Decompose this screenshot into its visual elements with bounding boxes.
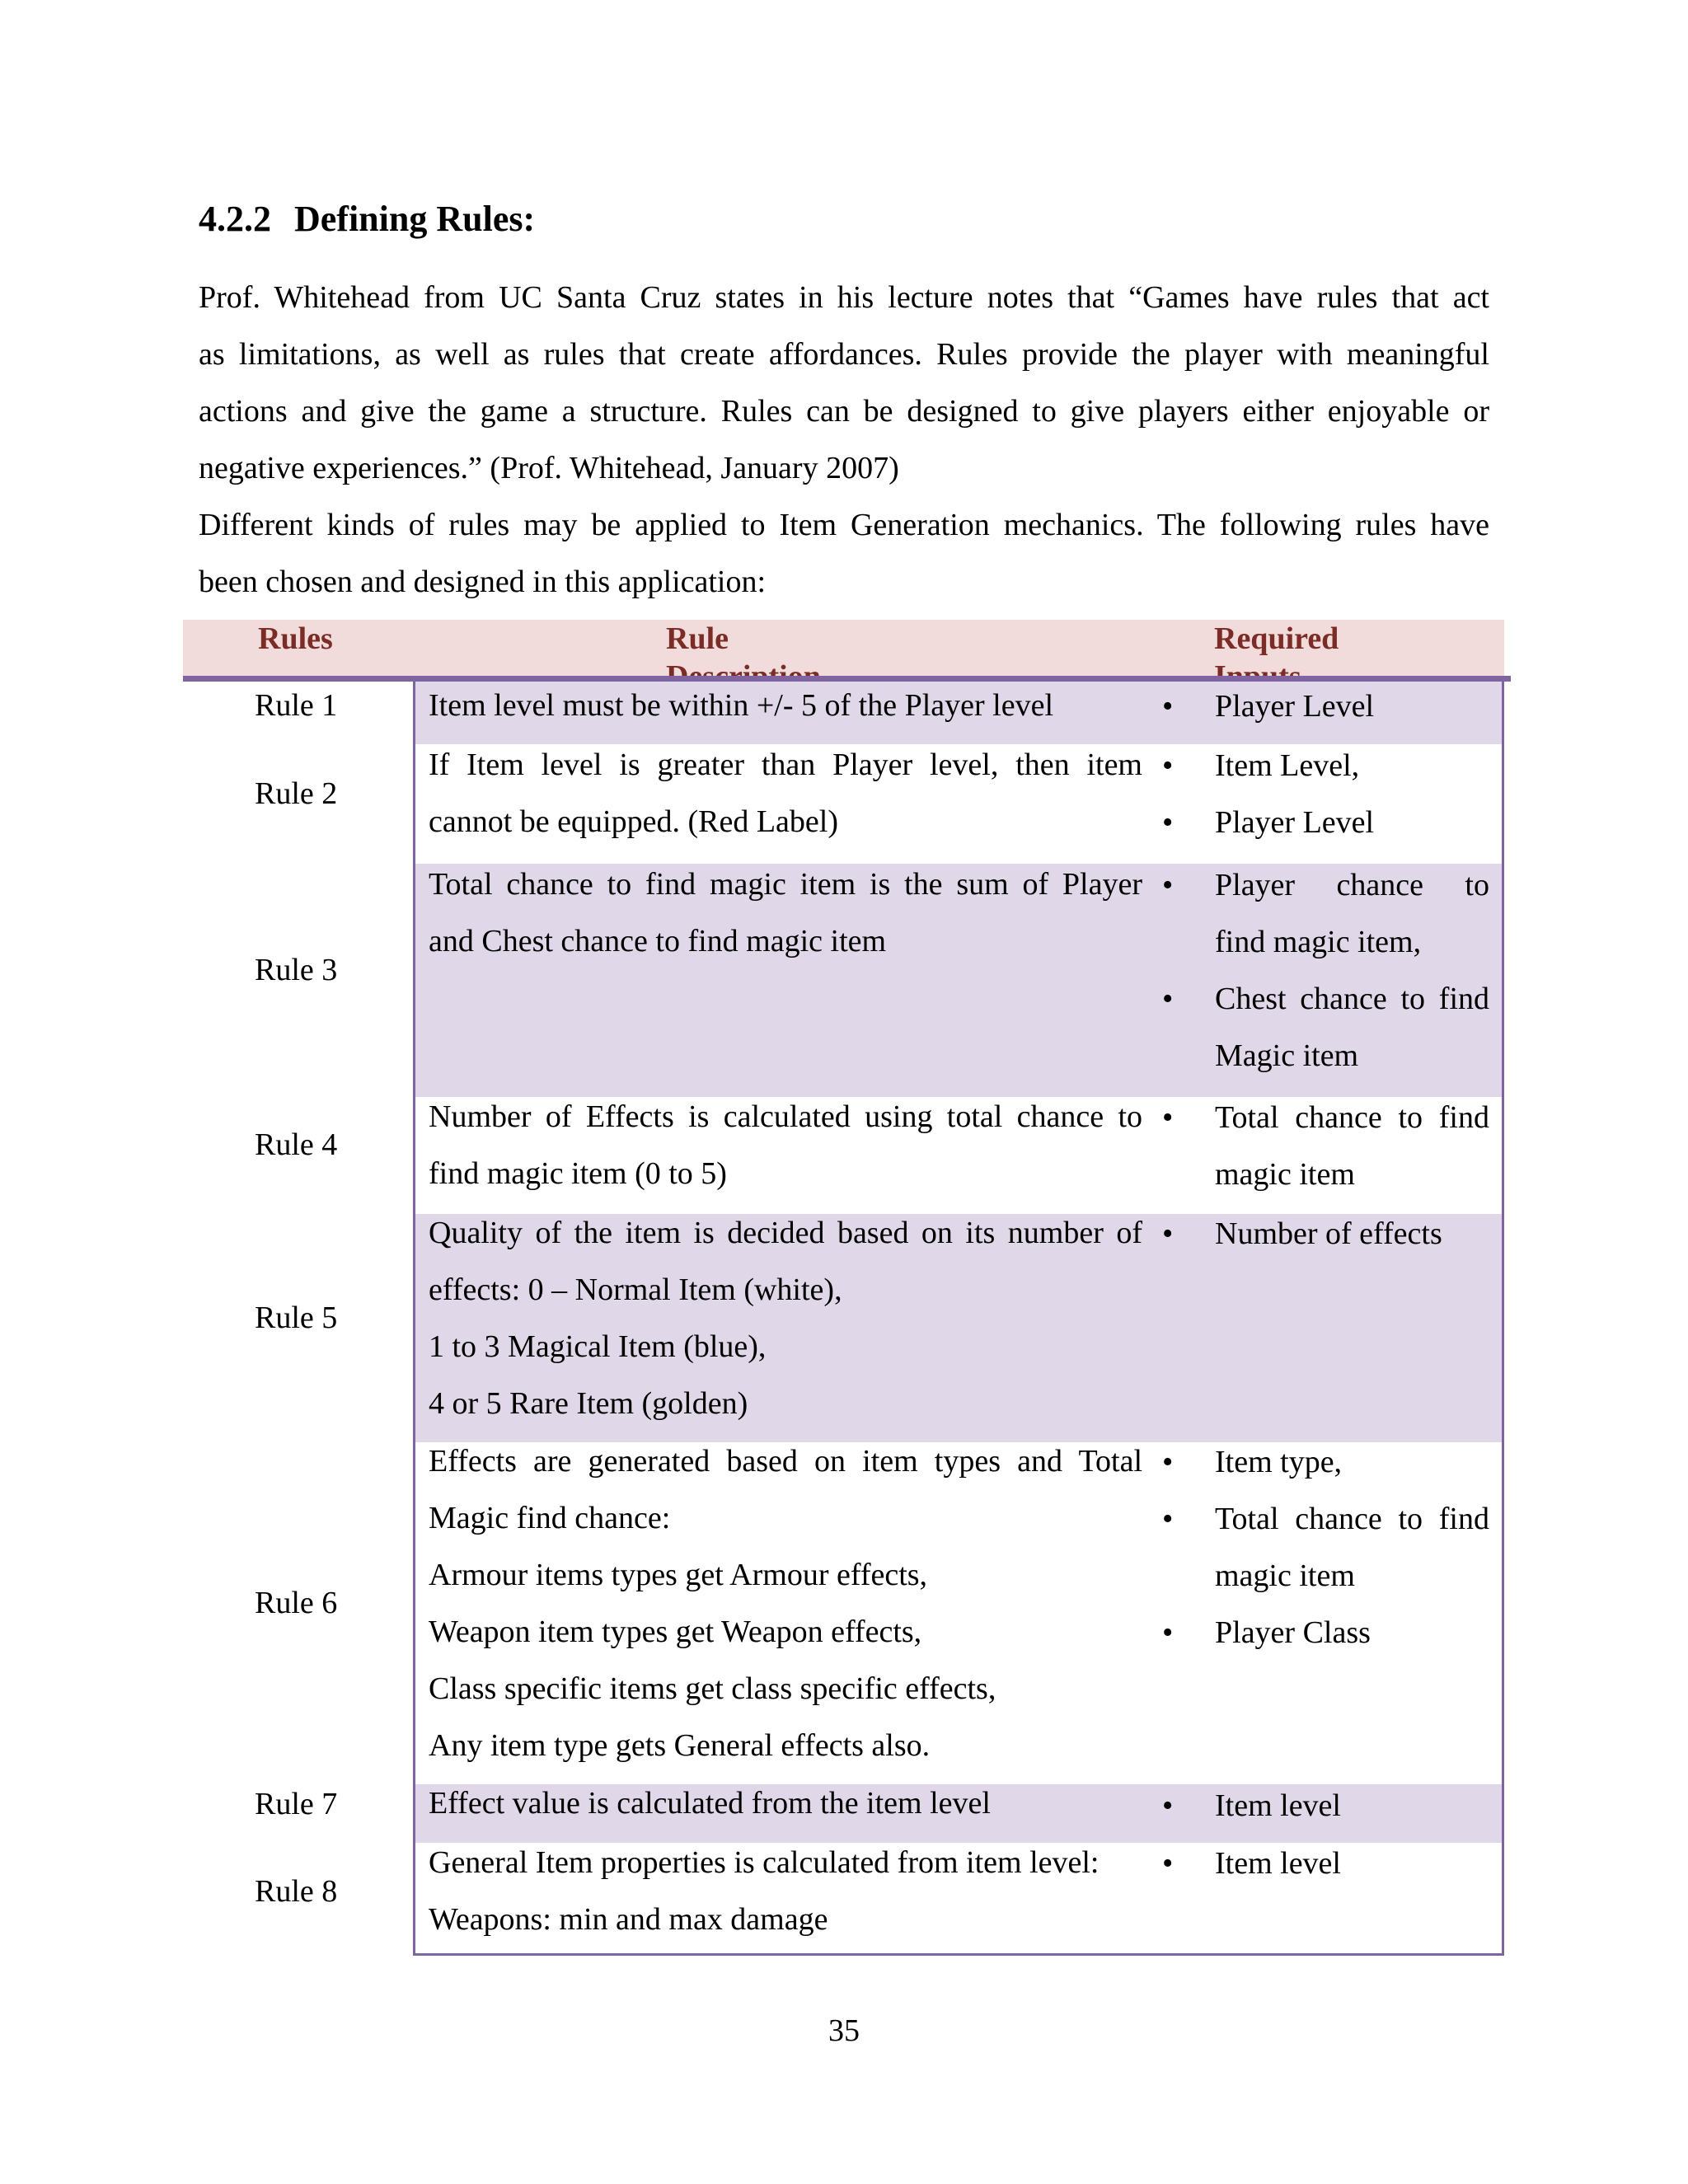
paragraph-line: as limitations, as well as rules that create affordances. Rules provide the player with meaningful [199, 337, 1489, 372]
description-line: 4 or 5 Rare Item (golden) [429, 1386, 748, 1421]
input-list-item [1162, 1206, 1489, 1263]
description-line: Effect value is calculated from the item level [429, 1786, 991, 1821]
rule-label: Rule 6 [255, 1586, 338, 1620]
description-line: Armour items types get Armour effects, [429, 1558, 928, 1592]
paragraph-line: actions and give the game a structure. Rules can be designed to give players either enjoyable or [199, 394, 1489, 429]
description-line: General Item properties is calculated from item level: [429, 1845, 1100, 1880]
rule-label: Rule 4 [255, 1127, 338, 1162]
input-line: Player chance to [1215, 868, 1489, 902]
bullet-icon: • [1162, 1502, 1174, 1536]
input-list-item [1162, 1491, 1489, 1605]
paragraph-line: been chosen and designed in this application: [199, 565, 767, 599]
input-line: Chest chance to find [1215, 982, 1489, 1016]
required-inputs [1162, 1206, 1489, 1263]
section-number: 4.2.2 [199, 199, 271, 239]
bullet-icon: • [1162, 1100, 1174, 1135]
input-line: Item level [1215, 1846, 1341, 1881]
rule-description [429, 856, 1142, 970]
description-line: find magic item (0 to 5) [429, 1156, 727, 1191]
intro-paragraph [199, 269, 1489, 497]
rule-label: Rule 8 [255, 1874, 338, 1909]
input-line: Player Level [1215, 689, 1375, 724]
rule-description [429, 737, 1142, 851]
description-line: Quality of the item is decided based on its number of [429, 1216, 1142, 1250]
bullet-icon: • [1162, 805, 1174, 840]
input-line: Magic item [1215, 1038, 1359, 1073]
section-heading [199, 198, 535, 240]
input-list-item [1162, 1434, 1489, 1491]
bullet-icon: • [1162, 982, 1174, 1016]
bullet-icon: • [1162, 1615, 1174, 1650]
description-line: effects: 0 – Normal Item (white), [429, 1272, 842, 1307]
description-line: Effects are generated based on item types and Total [429, 1444, 1142, 1479]
description-line: and Chest chance to find magic item [429, 924, 887, 958]
rule-label: Rule 1 [255, 688, 338, 723]
description-line: 1 to 3 Magical Item (blue), [429, 1329, 767, 1364]
bullet-icon: • [1162, 868, 1174, 902]
description-line: If Item level is greater than Player level, then item [429, 748, 1142, 782]
rule-label: Rule 2 [255, 776, 338, 811]
input-list-item [1162, 794, 1489, 851]
rule-description [429, 1775, 1142, 1832]
input-list-item [1162, 1090, 1489, 1203]
input-line: find magic item, [1215, 925, 1422, 959]
input-line: Item Level, [1215, 748, 1360, 783]
bullet-icon: • [1162, 1846, 1174, 1881]
rule-description [429, 1089, 1142, 1202]
description-line: Item level must be within +/- 5 of the Player level [429, 688, 1054, 723]
bullet-icon: • [1162, 748, 1174, 783]
input-line: Item type, [1215, 1445, 1343, 1479]
bullet-icon: • [1162, 1788, 1174, 1823]
input-list-item [1162, 738, 1489, 794]
bullet-icon: • [1162, 1445, 1174, 1479]
bullet-icon: • [1162, 689, 1174, 724]
header-rules: Rules [258, 621, 333, 656]
rule-label: Rule 5 [255, 1301, 338, 1335]
rule-description [429, 677, 1142, 734]
input-list-item [1162, 678, 1489, 735]
input-line: Total chance to find [1215, 1100, 1489, 1135]
paragraph-line: Different kinds of rules may be applied to Item Generation mechanics. The following rules have [199, 508, 1489, 542]
description-line: Number of Effects is calculated using total chance to [429, 1099, 1142, 1134]
input-list-item [1162, 1605, 1489, 1661]
input-list-item [1162, 971, 1489, 1085]
rule-description [429, 1433, 1142, 1774]
bullet-icon: • [1162, 1216, 1174, 1251]
page-number: 35 [828, 2013, 860, 2048]
description-line: Weapon item types get Weapon effects, [429, 1615, 922, 1649]
input-line: Player Class [1215, 1615, 1371, 1650]
input-list-item [1162, 1835, 1489, 1892]
description-line: Magic find chance: [429, 1501, 671, 1535]
description-line: Weapons: min and max damage [429, 1902, 828, 1937]
required-inputs [1162, 1778, 1489, 1835]
header-rule-description: Rule [666, 621, 729, 656]
required-inputs [1162, 857, 1489, 1085]
paragraph-line: negative experiences.” (Prof. Whitehead, January 2007) [199, 451, 899, 485]
rule-label: Rule 7 [255, 1787, 338, 1821]
description-line: Any item type gets General effects also. [429, 1728, 931, 1763]
rules-intro-paragraph [199, 497, 1489, 611]
description-line: cannot be equipped. (Red Label) [429, 804, 838, 839]
required-inputs [1162, 1835, 1489, 1892]
description-line: Total chance to find magic item is the sum of Player [429, 867, 1142, 902]
input-list-item [1162, 1778, 1489, 1835]
input-line: Item level [1215, 1788, 1341, 1823]
input-list-item [1162, 857, 1489, 971]
input-line: Total chance to find [1215, 1502, 1489, 1536]
rule-label: Rule 3 [255, 953, 338, 987]
rule-description [429, 1835, 1142, 1948]
input-line: Number of effects [1215, 1216, 1442, 1251]
header-required-inputs: Required [1214, 621, 1339, 656]
paragraph-line: Prof. Whitehead from UC Santa Cruz states in his lecture notes that “Games have rules that act [199, 280, 1489, 315]
required-inputs [1162, 1434, 1489, 1661]
input-line: magic item [1215, 1157, 1355, 1192]
input-line: Player Level [1215, 805, 1375, 840]
required-inputs [1162, 738, 1489, 851]
required-inputs [1162, 1090, 1489, 1203]
section-title: Defining Rules: [294, 199, 536, 239]
description-line: Class specific items get class specific effects, [429, 1671, 996, 1706]
required-inputs [1162, 678, 1489, 735]
rule-description [429, 1205, 1142, 1432]
input-line: magic item [1215, 1558, 1355, 1593]
